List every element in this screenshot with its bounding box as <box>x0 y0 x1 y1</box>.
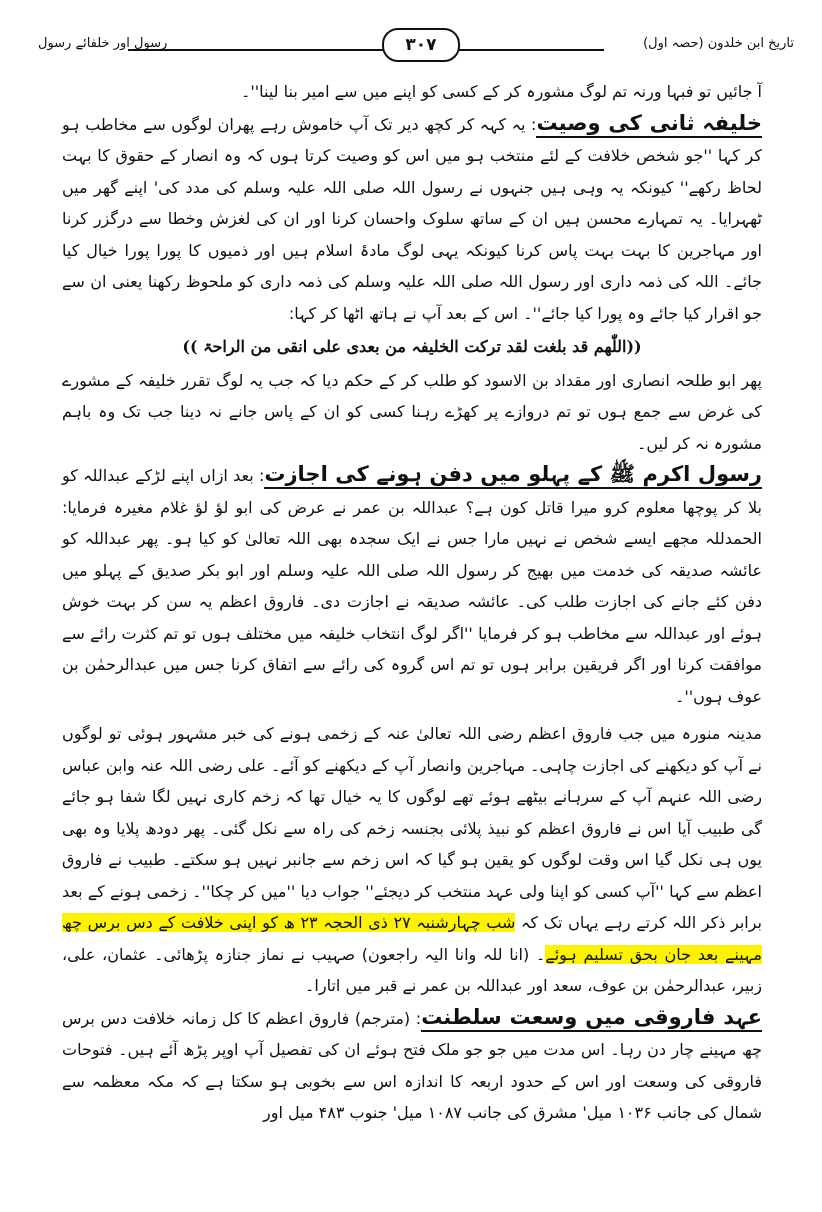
header-rule <box>128 49 604 51</box>
paragraph-5 <box>62 718 762 1002</box>
section-heading-saltanat: عہد فاروقی میں وسعت سلطنت <box>421 1005 762 1032</box>
chapter-title: رسول اور خلفائے رسول <box>38 36 168 51</box>
section-heading-burial: رسول اکرم ﷺ کے پہلو میں دفن ہونے کی اجازت <box>264 462 762 489</box>
paragraph-1: آ جائیں تو فبہا ورنہ تم لوگ مشورہ کر کے کسی کو اپنے میں سے امیر بنا لینا''۔ <box>240 82 762 101</box>
paragraph-2-text: : یہ کہہ کر کچھ دیر تک آپ خاموش رہے پھران لوگوں سے مخاطب ہو کر کہا ''جو شخص خلافت کے لئے منتخب ہو میں اس کو وصیت کرتا ہوں کہ وہ انصار کے حقوق کا بہت لحاظ رکھے'' کیونکہ یہ وہی ہیں جنہوں نے رسول اللہ صلی اللہ علیہ وسلم کی مدد کی' اپنے گھر میں ٹھہرایا۔ یہ تمہارے محسن ہیں ان کے ساتھ سلوک واحسان کرنا اور ان کی لغزش وخطا سے درگزر کرنا اور مہاجرین کا بہت بہت پاس کرنا کیونکہ یہی لوگ مادۂ اسلام ہیں اور ذمیوں کا پورا پورا خیال کیا جائے۔ اللہ کی ذمہ داری اور رسول اللہ صلی اللہ علیہ وسلم کی ذمہ داری کو ملحوظ رکھنا یعنی ان سے جو اقرار کیا جائے وہ پورا کیا جائے''۔ اس کے بعد آپ نے ہاتھ اٹھا کر کہا: <box>62 114 762 323</box>
paragraph-6-text: : (مترجم) فاروق اعظم کا کل زمانہ خلافت دس برس چھ مہینے چار دن رہا۔ اس مدت میں جو جو ملک فتح ہوئے ان کی تفصیل آپ اوپر پڑھ آئے ہیں۔ فتوحات فاروقی کی وسعت اور اس کے حدود اربعہ کا اندازہ اس سے بخوبی ہو سکتا ہے کہ مکہ معظمہ سے شمال کی جانب ۱۰۳۶ میل' مشرق کی جانب ۱۰۸۷ میل' جنوب ۴۸۳ میل اور <box>62 1008 762 1122</box>
arabic-prayer: ((اللّٰھم قد بلغت لقد ترکت الخلیفہ من بعدی علی انقی من الراحۃ )) <box>182 337 642 356</box>
paragraph-5-text-b: ۔ (انا للہ وانا الیہ راجعون) صہیب نے نماز جنازہ پڑھائی۔ عثمان، علی، زبیر، عبدالرحمٰن بن عوف، سعد اور عبداللہ بن عمر نے قبر میں اتارا۔ <box>62 944 762 995</box>
paragraph-2 <box>62 108 762 330</box>
book-title: تاریخ ابن خلدون (حصہ اول) <box>643 36 794 51</box>
paragraph-3: پھر ابو طلحہ انصاری اور مقداد بن الاسود کو طلب کر کے حکم دیا کہ جب یہ لوگ تقرر خلیفہ کے مشورے کی غرض سے جمع ہوں تو تم دروازے پر کھڑے رہنا کسی کو ان کے پاس جانے نہ دینا جب تک وہ باہم مشورہ نہ کر لیں۔ <box>62 370 762 453</box>
paragraph-4 <box>62 459 762 712</box>
page-body <box>62 76 762 1129</box>
page-number: ۳۰۷ <box>382 28 460 62</box>
highlighted-passage: شب چہارشنبہ ۲۷ ذی الحجہ ۲۳ ھ کو اپنی خلافت کے دس برس چھ مہینے بعد جان بحق تسلیم ہوئے <box>62 913 762 964</box>
paragraph-6 <box>62 1002 762 1129</box>
paragraph-4-text: : بعد ازاں اپنے لڑکے عبداللہ کو بلا کر پوچھا معلوم کرو میرا قاتل کون ہے؟ عبداللہ بن عمر نے عرض کی ابو لؤ لؤ غلام مغیرہ فرمایا: الحمدللہ مجھے ایسے شخص نے نہیں مارا جس نے ایک سجدہ بھی اللہ تعالیٰ کو کیا ہو۔ پھر عبداللہ کو عائشہ صدیقہ کی خدمت میں بھیج کر رسول اللہ صلی اللہ علیہ وسلم اور ابو بکر صدیق کے پہلو میں دفن کئے جانے کی اجازت طلب کی۔ عائشہ صدیقہ نے اجازت دی۔ فاروق اعظم یہ سن کر بہت خوش ہوئے اور عبداللہ سے مخاطب ہو کر فرمایا ''اگر لوگ انتخاب خلیفہ میں مختلف ہوں تو تم کثرت رائے سے موافقت کرنا اور اگر فریقین برابر ہوں تو تم اس گروہ کی رائے سے اتفاق کرنا جس میں عبدالرحمٰن بن عوف ہوں''۔ <box>62 466 762 706</box>
section-heading-wasiyat: خلیفہ ثانی کی وصیت <box>536 111 762 138</box>
page-header <box>38 28 794 68</box>
paragraph-5-text-a: مدینہ منورہ میں جب فاروق اعظم رضی اللہ تعالیٰ عنہ کے زخمی ہونے کی خبر مشہور ہوئی تو لوگوں نے آپ کو دیکھنے کی اجازت چاہی۔ مہاجرین وانصار آپ کے دیکھنے کو آئے۔ علی رضی اللہ عنہ وابن عباس رضی اللہ عنہم آپ کے سرہانے بیٹھے ہوئے تھے لوگوں کا یہ خیال تھا کہ زخم کاری نہیں لگا شفا ہو جائے گی طبیب آیا اس نے فاروق اعظم کو نبیذ پلائی بجنسہ زخم کی راہ سے نکل گئی۔ پھر دودھ پلایا وہ بھی یوں ہی نکل گیا اس وقت لوگوں کو یقین ہو گیا کہ اس زخم سے جانبر نہیں ہو سکتے۔ طبیب نے فاروق اعظم سے کہا ''آپ کسی کو اپنا ولی عہد منتخب کر دیجئے'' جواب دیا ''میں کر چکا''۔ زخمی ہونے کے بعد برابر ذکر اللہ کرتے رہے یہاں تک کہ <box>62 724 763 932</box>
